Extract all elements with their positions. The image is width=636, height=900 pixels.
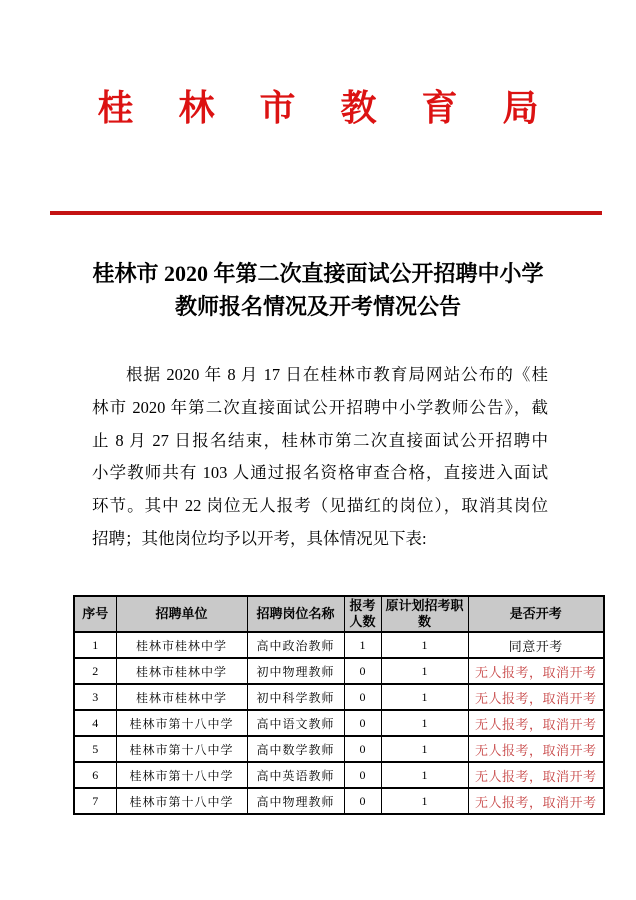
body-line: 林市 2020 年第二次直接面试公开招聘中小学教师公告》，截 — [92, 397, 548, 417]
table-row — [74, 632, 604, 658]
notice-title-line2: 教师报名情况及开考情况公告 — [174, 294, 461, 319]
cell-serial: 5 — [74, 736, 116, 762]
body-line: 环节。其中 22 岗位无人报考（见描红的岗位），取消其岗位 — [92, 496, 548, 516]
table-row — [74, 736, 604, 762]
cell-serial: 2 — [74, 658, 116, 684]
cell-post: 高中物理教师 — [247, 788, 344, 814]
cell-planned: 1 — [381, 632, 468, 658]
table-row — [74, 788, 604, 814]
cell-planned: 1 — [381, 788, 468, 814]
cell-unit: 桂林市第十八中学 — [116, 762, 247, 788]
column-header-planned: 原计划招考职数 — [381, 596, 468, 632]
cell-serial: 4 — [74, 710, 116, 736]
table-row — [74, 762, 604, 788]
cell-applicants: 1 — [344, 632, 381, 658]
table-row — [74, 658, 604, 684]
body-line: 小学教师共有 103 人通过报名资格审查合格，直接进入面试 — [92, 463, 548, 483]
cell-applicants: 0 — [344, 736, 381, 762]
cell-serial: 3 — [74, 684, 116, 710]
column-header-unit: 招聘单位 — [116, 596, 247, 632]
body-line: 根据 2020 年 8 月 17 日在桂林市教育局网站公布的《桂 — [126, 365, 548, 384]
column-header-status: 是否开考 — [468, 596, 604, 632]
cell-status: 无人报考，取消开考 — [468, 710, 604, 736]
cell-planned: 1 — [381, 762, 468, 788]
cell-applicants: 0 — [344, 710, 381, 736]
letterhead-rule — [50, 211, 602, 215]
table-row — [74, 710, 604, 736]
cell-unit: 桂林市第十八中学 — [116, 710, 247, 736]
notice-title — [0, 257, 636, 323]
cell-applicants: 0 — [344, 762, 381, 788]
cell-post: 高中英语教师 — [247, 762, 344, 788]
cell-unit: 桂林市桂林中学 — [116, 684, 247, 710]
cell-unit: 桂林市桂林中学 — [116, 658, 247, 684]
cell-applicants: 0 — [344, 658, 381, 684]
cell-applicants: 0 — [344, 788, 381, 814]
cell-applicants: 0 — [344, 684, 381, 710]
cell-status: 无人报考，取消开考 — [468, 684, 604, 710]
cell-planned: 1 — [381, 684, 468, 710]
cell-unit: 桂林市第十八中学 — [116, 736, 247, 762]
body-line: 止 8 月 27 日报名结束，桂林市第二次直接面试公开招聘中 — [92, 430, 548, 450]
recruitment-table — [73, 595, 605, 815]
table-header-row — [74, 596, 604, 632]
cell-status: 无人报考，取消开考 — [468, 658, 604, 684]
cell-post: 高中语文教师 — [247, 710, 344, 736]
column-header-serial: 序号 — [74, 596, 116, 632]
table-row — [74, 684, 604, 710]
column-header-applicants: 报考人数 — [344, 596, 381, 632]
cell-post: 初中物理教师 — [247, 658, 344, 684]
cell-unit: 桂林市第十八中学 — [116, 788, 247, 814]
body-line: 招聘；其他岗位均予以开考，具体情况见下表: — [92, 528, 427, 548]
cell-unit: 桂林市桂林中学 — [116, 632, 247, 658]
cell-status: 无人报考，取消开考 — [468, 736, 604, 762]
cell-planned: 1 — [381, 658, 468, 684]
cell-status: 同意开考 — [468, 632, 604, 658]
cell-status: 无人报考，取消开考 — [468, 762, 604, 788]
cell-serial: 1 — [74, 632, 116, 658]
cell-planned: 1 — [381, 736, 468, 762]
notice-title-line1: 桂林市 2020 年第二次直接面试公开招聘中小学 — [92, 261, 544, 286]
cell-post: 高中政治教师 — [247, 632, 344, 658]
cell-post: 初中科学教师 — [247, 684, 344, 710]
cell-status: 无人报考，取消开考 — [468, 788, 604, 814]
column-header-post: 招聘岗位名称 — [247, 596, 344, 632]
cell-post: 高中数学教师 — [247, 736, 344, 762]
letterhead-bureau-name: 桂林市教育局 — [97, 88, 584, 128]
cell-serial: 6 — [74, 762, 116, 788]
cell-serial: 7 — [74, 788, 116, 814]
cell-planned: 1 — [381, 710, 468, 736]
notice-body — [92, 359, 548, 556]
